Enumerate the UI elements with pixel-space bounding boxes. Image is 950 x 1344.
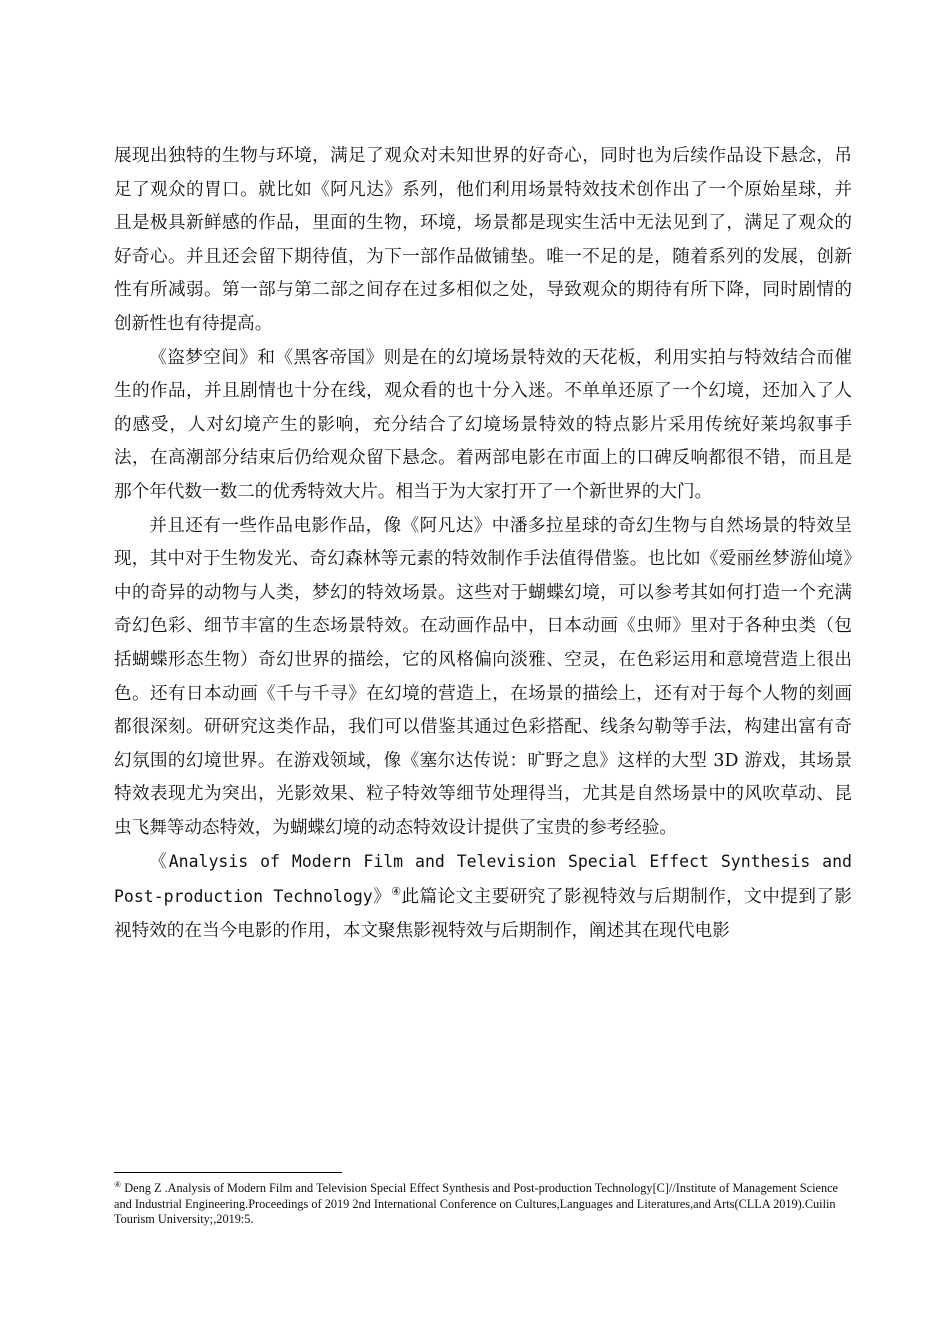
footnote-reference[interactable]: ④ [391,885,402,899]
paragraph-3: 并且还有一些作品电影作品，像《阿凡达》中潘多拉星球的奇幻生物与自然场景的特效呈现，其中对于生物发光、奇幻森林等元素的特效制作手法值得借鉴。也比如《爱丽丝梦游仙境》中的奇异的动物与人类，梦幻的特效场景。这些对于蝴蝶幻境，可以参考其如何打造一个充满奇幻色彩、细节丰富的生态场景特效。在动画作品中，日本动画《虫师》里对于各种虫类（包括蝴蝶形态生物）奇幻世界的描绘，它的风格偏向淡雅、空灵，在色彩运用和意境营造上很出色。还有日本动画《千与千寻》在幻境的营造上，在场景的描绘上，还有对于每个人物的刻画都很深刻。研研究这类作品，我们可以借鉴其通过色彩搭配、线条勾勒等手法，构建出富有奇幻氛围的幻境世界。在游戏领域，像《塞尔达传说：旷野之息》这样的大型 3D 游戏，其场景特效表现尤为突出，光影效果、粒子特效等细节处理得当，尤其是自然场景中的风吹草动、昆虫飞舞等动态特效，为蝴蝶幻境的动态特效设计提供了宝贵的参考经验。 [114,515,852,838]
paragraph-2: 《盗梦空间》和《黑客帝国》则是在的幻境场景特效的天花板，利用实拍与特效结合而催生的作品，并且剧情也十分在线，观众看的也十分入迷。不单单还原了一个幻境，还加入了人的感受，人对幻境产生的影响，充分结合了幻境场景特效的特点影片采用传统好莱坞叙事手法，在高潮部分结束后仍给观众留下悬念。着两部电影在市面上的口碑反响都很不错，而且是那个年代数一数二的优秀特效大片。相当于为大家打开了一个新世界的大门。 [114,347,852,502]
paragraph-1: 展现出独特的生物与环境，满足了观众对未知世界的好奇心，同时也为后续作品设下悬念，吊足了观众的胃口。就比如《阿凡达》系列，他们利用场景特效技术创作出了一个原始星球，并且是极具新鲜感的作品，里面的生物，环境，场景都是现实生活中无法见到了，满足了观众的好奇心。并且还会留下期待值，为下一部作品做铺垫。唯一不足的是，随着系列的发展，创新性有所减弱。第一部与第二部之间存在过多相似之处，导致观众的期待有所下降，同时剧情的创新性也有待提高。 [114,146,852,334]
cited-paper-title: Analysis of Modern Film and Television Special Effect Synthesis and Post-production Technology [114,852,852,907]
footnote-text: Deng Z .Analysis of Modern Film and Television Special Effect Synthesis and Post-production Technology[C]//Institute of Management Science and Industrial Engineering.Proceedings of 2019 2nd International Conference on Cultures,Languages and Literatures,and Arts(CLLA 2019).Cuilin Tourism University;,2019:5. [114,1181,839,1227]
title-close-bracket: 》 [372,887,392,908]
paragraph-4 [114,845,852,948]
paragraph-4-text: 此篇论文主要研究了影视特效与后期制作，文中提到了影视特效的在当今电影的作用，本文聚焦影视特效与后期制作，阐述其在现代电影 [114,887,852,941]
body-text [114,140,852,948]
footnote-separator [114,1172,342,1173]
footnote-marker: ④ [114,1179,122,1189]
footnote [114,1181,844,1228]
title-open-bracket: 《 [149,852,169,873]
